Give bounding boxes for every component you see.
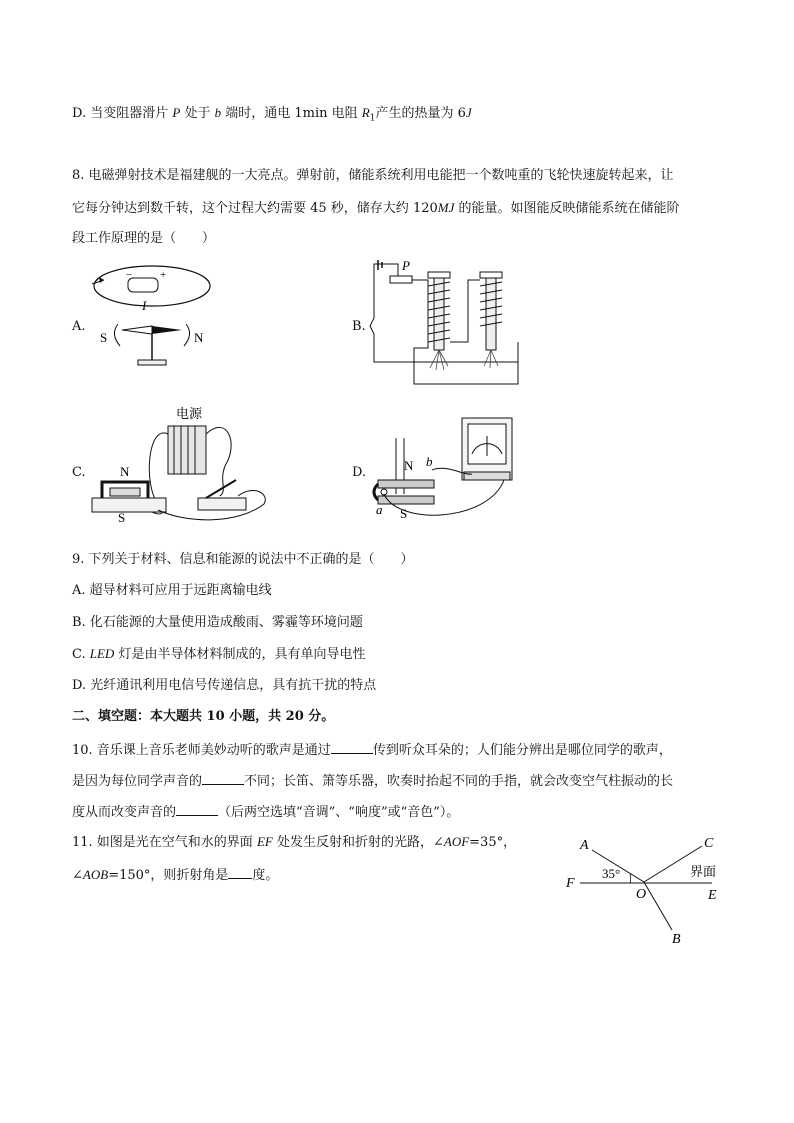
q8-stem-line2: 它每分钟达到数千转，这个过程大约需要 45 秒，储存大约 120MJ 的能量。如图能反映储能系统在储能阶 xyxy=(72,200,680,216)
figure-q11-light-paths xyxy=(560,830,740,950)
q9-option-c[interactable]: C. LED 灯是由半导体材料制成的，具有单向导电性 xyxy=(72,646,366,662)
q10-blank-1[interactable] xyxy=(331,739,373,754)
svg-text:a: a xyxy=(376,502,383,517)
q10-line1: 10. 音乐课上音乐老师美妙动听的歌声是通过 传到听众耳朵的；人们能分辨出是哪位同学的歌声， xyxy=(72,739,672,760)
q8-stem-line3: 段工作原理的是（ ） xyxy=(72,231,216,246)
svg-text:−: − xyxy=(126,269,133,281)
svg-text:S: S xyxy=(400,506,408,521)
svg-text:C: C xyxy=(704,836,714,851)
q10-blank-3[interactable] xyxy=(176,801,218,816)
svg-text:O: O xyxy=(636,887,647,902)
figure-b-electromagnets xyxy=(368,256,528,391)
q8-stem-line1: 8. 电磁弹射技术是福建舰的一大亮点。弹射前，储能系统利用电能把一个数吨重的飞轮快速旋转起来，让 xyxy=(72,168,674,183)
q9-option-b[interactable]: B. 化石能源的大量使用造成酸雨、雾霾等环境问题 xyxy=(72,615,363,630)
q10-line2: 是因为每位同学声音的 不同；长笛、箫等乐器，吹奏时抬起不同的手指，就会改变空气柱振动的长 xyxy=(72,770,673,791)
q11-blank[interactable] xyxy=(228,864,252,879)
svg-text:I: I xyxy=(142,298,147,313)
q7-option-d: D. 当变阻器滑片 P 处于 b 端时，通电 1min 电阻 $R_1$产生的热量为 6J xyxy=(72,105,472,124)
q10-line3: 度从而改变声音的 （后两空选填“音调”、“响度”或“音色”）。 xyxy=(72,801,459,822)
svg-text:+: + xyxy=(160,269,167,281)
q8-option-d-label[interactable]: D. xyxy=(352,465,367,480)
svg-text:F: F xyxy=(566,876,575,891)
svg-text:电源: 电源 xyxy=(176,406,203,421)
svg-text:N: N xyxy=(194,330,204,345)
svg-text:S: S xyxy=(100,330,108,345)
q8-option-c-label[interactable]: C. xyxy=(72,465,86,480)
q9-option-d[interactable]: D. 光纤通讯利用电信号传递信息，具有抗干扰的特点 xyxy=(72,678,377,693)
figure-a-compass-current xyxy=(90,248,220,373)
svg-text:N: N xyxy=(404,458,414,473)
figure-c-motor-circuit xyxy=(88,404,268,526)
q10-blank-2[interactable] xyxy=(202,770,244,785)
q11-line1: 11. 如图是光在空气和水的界面 EF 处发生反射和折射的光路，∠AOF=35°， xyxy=(72,834,517,850)
svg-text:E: E xyxy=(708,888,717,903)
svg-text:界面: 界面 xyxy=(690,864,717,879)
q8-option-a-label[interactable]: A. xyxy=(72,319,86,334)
svg-text:35°: 35° xyxy=(602,866,621,881)
svg-text:B: B xyxy=(672,932,681,947)
svg-text:N: N xyxy=(120,464,130,479)
q11-line2: ∠AOB=150°，则折射角是 度。 xyxy=(72,864,278,885)
q8-option-b-label[interactable]: B. xyxy=(352,319,366,334)
svg-text:b: b xyxy=(426,454,433,469)
svg-text:A: A xyxy=(580,838,589,853)
section-2-heading: 二、填空题：本大题共 10 小题，共 20 分。 xyxy=(72,709,335,724)
svg-text:P: P xyxy=(402,258,410,273)
svg-text:S: S xyxy=(118,510,126,525)
q9-option-a[interactable]: A. 超导材料可应用于远距离输电线 xyxy=(72,583,272,598)
figure-d-generator-galvanometer xyxy=(368,414,520,526)
q9-stem: 9. 下列关于材料、信息和能源的说法中不正确的是（ ） xyxy=(72,552,414,567)
